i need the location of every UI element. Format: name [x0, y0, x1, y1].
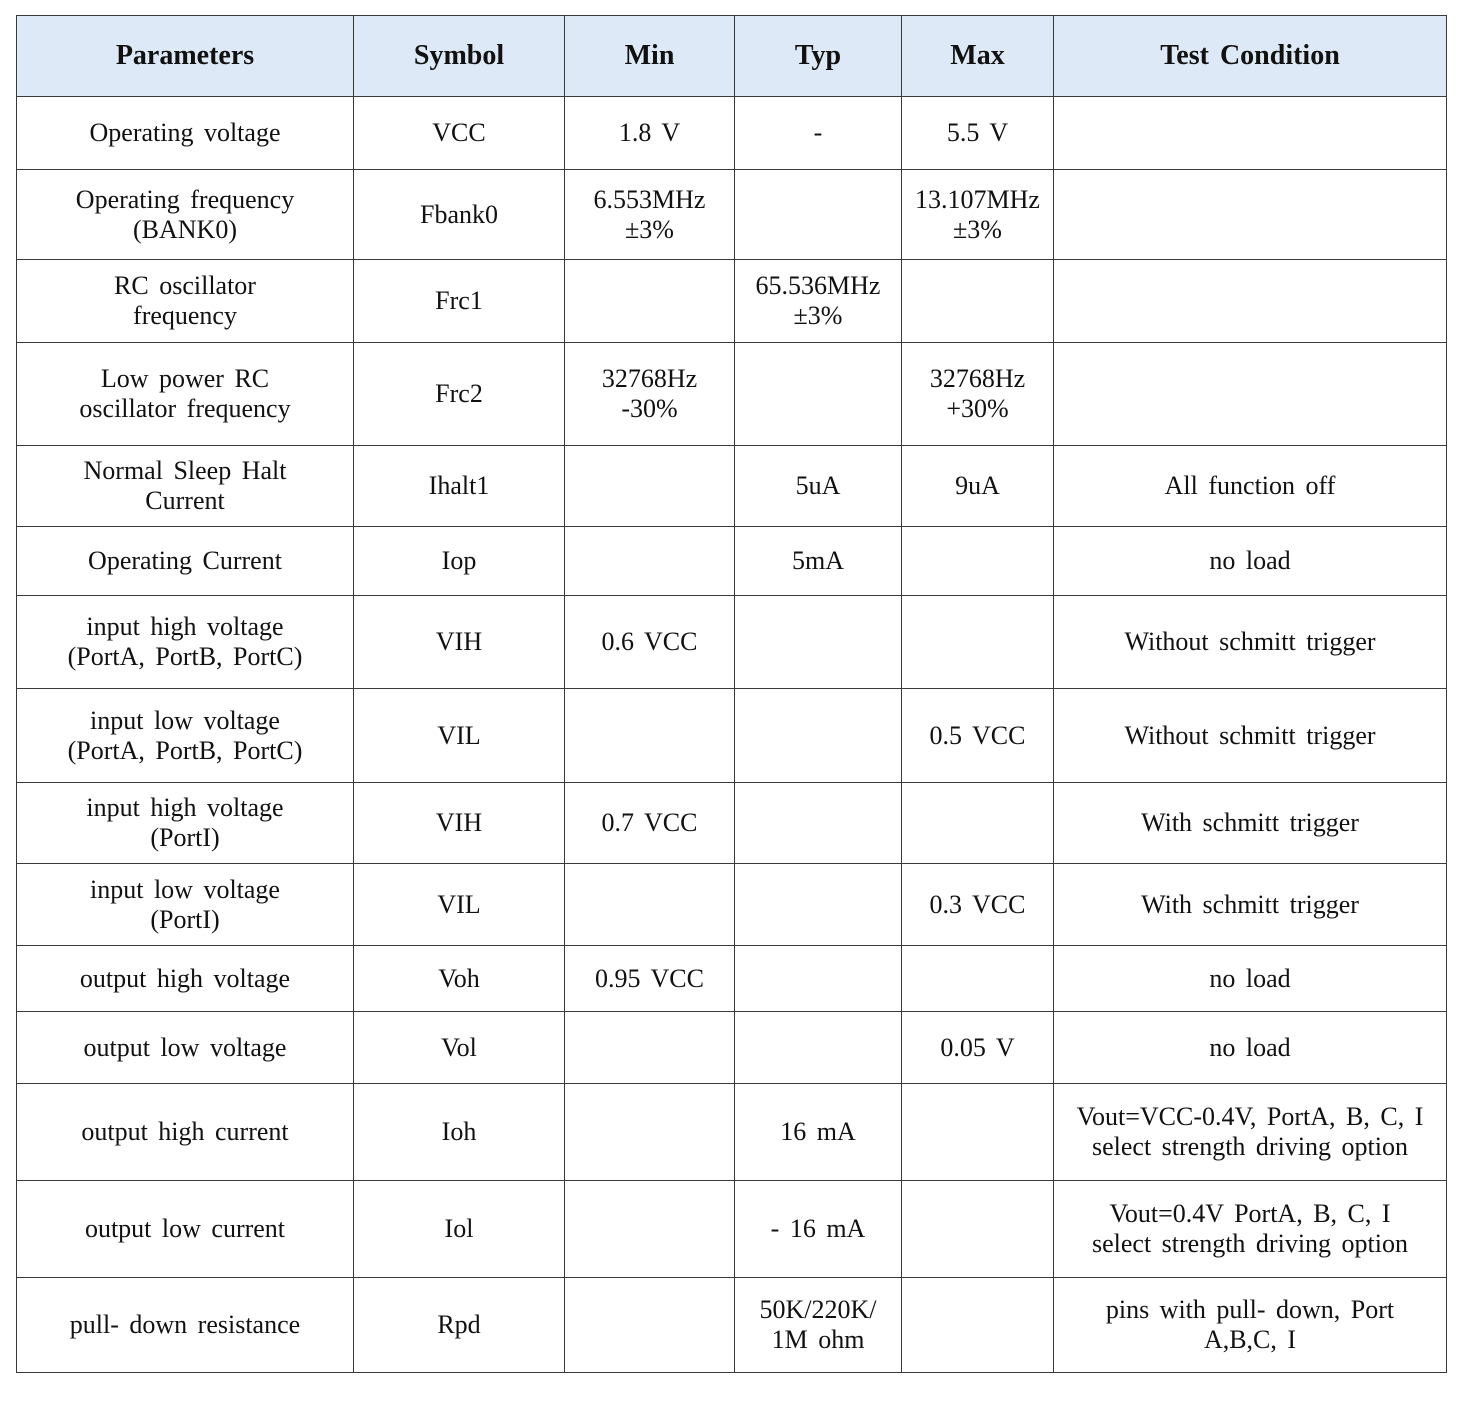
parameter-cell-line: output low current: [84, 1214, 286, 1243]
parameter-cell-line: Low power RC: [100, 364, 270, 393]
table-row: [17, 343, 1447, 446]
table-body: [17, 97, 1447, 1373]
min-cell-line: 0.95 VCC: [595, 963, 704, 993]
test-condition-cell-line: With schmitt trigger: [1141, 808, 1359, 837]
symbol-cell: VIH: [354, 783, 565, 864]
parameter-cell-line: (BANK0): [133, 214, 237, 244]
symbol-cell: Fbank0: [354, 170, 565, 260]
table-row: [17, 170, 1447, 260]
typ-cell: [735, 1012, 902, 1084]
symbol-cell: VCC: [354, 97, 565, 170]
typ-cell-line: 50K/220K/: [759, 1295, 877, 1324]
parameter-cell-line: (PortA, PortB, PortC): [67, 642, 303, 671]
parameter-cell: [17, 97, 354, 170]
parameter-cell: [17, 446, 354, 527]
table-row: [17, 783, 1447, 864]
parameter-cell-line: Normal Sleep Halt: [83, 456, 287, 485]
min-cell: [565, 97, 735, 170]
symbol-cell: Vol: [354, 1012, 565, 1084]
min-cell-line: ±3%: [625, 214, 674, 244]
table-row: [17, 596, 1447, 689]
test-condition-cell-line: no load: [1209, 1032, 1291, 1062]
max-cell-line: 13.107MHz: [915, 184, 1040, 214]
min-cell-line: 1.8 V: [618, 118, 681, 147]
parameter-cell: [17, 596, 354, 689]
parameter-cell-line: Operating voltage: [89, 118, 281, 147]
typ-cell-line: - 16 mA: [770, 1214, 866, 1243]
min-cell-line: 0.6 VCC: [601, 627, 698, 656]
max-cell: [902, 170, 1054, 260]
typ-cell: [735, 946, 902, 1012]
typ-cell: [735, 170, 902, 260]
symbol-cell: Ihalt1: [354, 446, 565, 527]
test-condition-cell: [1054, 596, 1447, 689]
test-condition-cell-line: no load: [1209, 546, 1291, 575]
max-cell: [902, 260, 1054, 343]
parameter-cell-line: frequency: [133, 301, 237, 330]
typ-cell: [735, 446, 902, 527]
parameter-cell: [17, 527, 354, 596]
parameter-cell-line: Operating frequency: [75, 184, 295, 214]
min-cell: [565, 343, 735, 446]
parameter-cell: [17, 783, 354, 864]
max-cell-line: 0.5 VCC: [929, 720, 1026, 750]
typ-cell: [735, 596, 902, 689]
parameter-cell: [17, 864, 354, 946]
max-cell-line: 32768Hz: [929, 364, 1026, 393]
min-cell-line: 32768Hz: [601, 364, 698, 393]
parameter-cell: [17, 170, 354, 260]
min-cell: [565, 783, 735, 864]
parameter-cell-line: pull- down resistance: [69, 1310, 301, 1339]
max-cell-line: 0.3 VCC: [929, 889, 1026, 919]
test-condition-cell: [1054, 446, 1447, 527]
max-cell-line: 0.05 V: [940, 1032, 1015, 1062]
table-row: [17, 1181, 1447, 1278]
parameter-cell: [17, 1181, 354, 1278]
test-condition-cell: [1054, 1012, 1447, 1084]
parameter-cell-line: input low voltage: [90, 874, 280, 904]
symbol-cell: Iol: [354, 1181, 565, 1278]
test-condition-cell: [1054, 946, 1447, 1012]
max-cell-line: ±3%: [953, 214, 1002, 244]
parameter-cell-line: (PortI): [150, 904, 220, 934]
parameter-cell: [17, 1012, 354, 1084]
test-condition-cell-line: pins with pull- down, Port: [1105, 1295, 1395, 1324]
min-cell: [565, 1181, 735, 1278]
min-cell-line: 6.553MHz: [593, 184, 706, 214]
test-condition-cell-line: Without schmitt trigger: [1124, 627, 1376, 656]
max-cell: [902, 343, 1054, 446]
parameter-cell: [17, 1278, 354, 1373]
parameter-cell-line: (PortI): [150, 823, 220, 852]
header-parameters: Parameters: [17, 16, 354, 97]
min-cell: [565, 170, 735, 260]
max-cell: [902, 1084, 1054, 1181]
table-row: [17, 864, 1447, 946]
min-cell: [565, 446, 735, 527]
table-row: [17, 260, 1447, 343]
typ-cell: [735, 783, 902, 864]
max-cell-line: +30%: [946, 394, 1009, 423]
max-cell: [902, 1012, 1054, 1084]
max-cell: [902, 783, 1054, 864]
typ-cell: [735, 864, 902, 946]
table-row: [17, 1012, 1447, 1084]
typ-cell-line: 5mA: [792, 546, 844, 575]
min-cell: [565, 1012, 735, 1084]
max-cell: [902, 946, 1054, 1012]
typ-cell: [735, 260, 902, 343]
max-cell: [902, 527, 1054, 596]
parameter-cell-line: oscillator frequency: [79, 394, 291, 423]
symbol-cell: Rpd: [354, 1278, 565, 1373]
min-cell-line: 0.7 VCC: [601, 808, 698, 837]
min-cell: [565, 689, 735, 783]
typ-cell-line: 65.536MHz: [755, 271, 881, 300]
max-cell: [902, 689, 1054, 783]
symbol-cell: Voh: [354, 946, 565, 1012]
symbol-cell: VIH: [354, 596, 565, 689]
min-cell: [565, 596, 735, 689]
test-condition-cell-line: A,B,C, I: [1203, 1325, 1297, 1354]
typ-cell: [735, 1278, 902, 1373]
min-cell: [565, 1084, 735, 1181]
min-cell: [565, 527, 735, 596]
min-cell-line: -30%: [621, 394, 678, 423]
max-cell-line: 5.5 V: [946, 118, 1009, 147]
test-condition-cell-line: With schmitt trigger: [1141, 889, 1359, 919]
min-cell: [565, 946, 735, 1012]
max-cell: [902, 1278, 1054, 1373]
typ-cell-line: -: [813, 118, 823, 147]
table-row: [17, 527, 1447, 596]
typ-cell: [735, 1084, 902, 1181]
parameter-cell-line: (PortA, PortB, PortC): [67, 735, 303, 765]
symbol-cell: Frc1: [354, 260, 565, 343]
parameter-cell: [17, 1084, 354, 1181]
typ-cell: [735, 689, 902, 783]
symbol-cell: VIL: [354, 689, 565, 783]
test-condition-cell: [1054, 97, 1447, 170]
table-row: [17, 97, 1447, 170]
parameter-cell-line: RC oscillator: [114, 271, 256, 300]
typ-cell-line: 5uA: [795, 471, 841, 500]
header-test-condition: Test Condition: [1054, 16, 1447, 97]
typ-cell-line: 1M ohm: [771, 1325, 865, 1354]
parameter-cell: [17, 689, 354, 783]
parameter-cell-line: output low voltage: [83, 1032, 287, 1062]
typ-cell: [735, 1181, 902, 1278]
test-condition-cell: [1054, 783, 1447, 864]
max-cell: [902, 596, 1054, 689]
parameter-cell-line: input high voltage: [86, 793, 284, 822]
typ-cell-line: 16 mA: [780, 1117, 856, 1146]
max-cell: [902, 1181, 1054, 1278]
header-row: [17, 16, 1447, 97]
electrical-characteristics-table: [16, 15, 1447, 1373]
typ-cell: [735, 527, 902, 596]
test-condition-cell: [1054, 343, 1447, 446]
test-condition-cell-line: no load: [1209, 963, 1291, 993]
parameter-cell-line: Current: [145, 486, 225, 515]
max-cell: [902, 446, 1054, 527]
header-min: Min: [565, 16, 735, 97]
table-row: [17, 1278, 1447, 1373]
min-cell: [565, 260, 735, 343]
max-cell: [902, 864, 1054, 946]
test-condition-cell: [1054, 1181, 1447, 1278]
parameter-cell-line: input low voltage: [90, 705, 280, 735]
test-condition-cell-line: All function off: [1164, 471, 1336, 500]
test-condition-cell: [1054, 1278, 1447, 1373]
max-cell-line: 9uA: [955, 471, 1000, 500]
min-cell: [565, 864, 735, 946]
symbol-cell: Ioh: [354, 1084, 565, 1181]
test-condition-cell: [1054, 864, 1447, 946]
typ-cell: [735, 97, 902, 170]
symbol-cell: VIL: [354, 864, 565, 946]
table-row: [17, 689, 1447, 783]
parameter-cell: [17, 260, 354, 343]
test-condition-cell-line: select strength driving option: [1091, 1132, 1408, 1161]
symbol-cell: Iop: [354, 527, 565, 596]
table-row: [17, 446, 1447, 527]
table-row: [17, 946, 1447, 1012]
max-cell: [902, 97, 1054, 170]
test-condition-cell: [1054, 689, 1447, 783]
symbol-cell: Frc2: [354, 343, 565, 446]
typ-cell: [735, 343, 902, 446]
parameter-cell-line: Operating Current: [88, 546, 282, 575]
parameter-cell-line: input high voltage: [86, 612, 284, 641]
test-condition-cell-line: Vout=0.4V PortA, B, C, I: [1109, 1199, 1391, 1228]
test-condition-cell-line: select strength driving option: [1091, 1229, 1408, 1258]
test-condition-cell: [1054, 1084, 1447, 1181]
test-condition-cell: [1054, 260, 1447, 343]
table-row: [17, 1084, 1447, 1181]
parameter-cell-line: output high current: [81, 1117, 289, 1146]
header-typ: Typ: [735, 16, 902, 97]
header-max: Max: [902, 16, 1054, 97]
parameter-cell-line: output high voltage: [79, 963, 291, 993]
parameter-cell: [17, 946, 354, 1012]
header-symbol: Symbol: [354, 16, 565, 97]
parameter-cell: [17, 343, 354, 446]
test-condition-cell-line: Vout=VCC-0.4V, PortA, B, C, I: [1076, 1102, 1424, 1131]
test-condition-cell: [1054, 170, 1447, 260]
min-cell: [565, 1278, 735, 1373]
typ-cell-line: ±3%: [793, 301, 843, 330]
test-condition-cell: [1054, 527, 1447, 596]
test-condition-cell-line: Without schmitt trigger: [1124, 720, 1376, 750]
